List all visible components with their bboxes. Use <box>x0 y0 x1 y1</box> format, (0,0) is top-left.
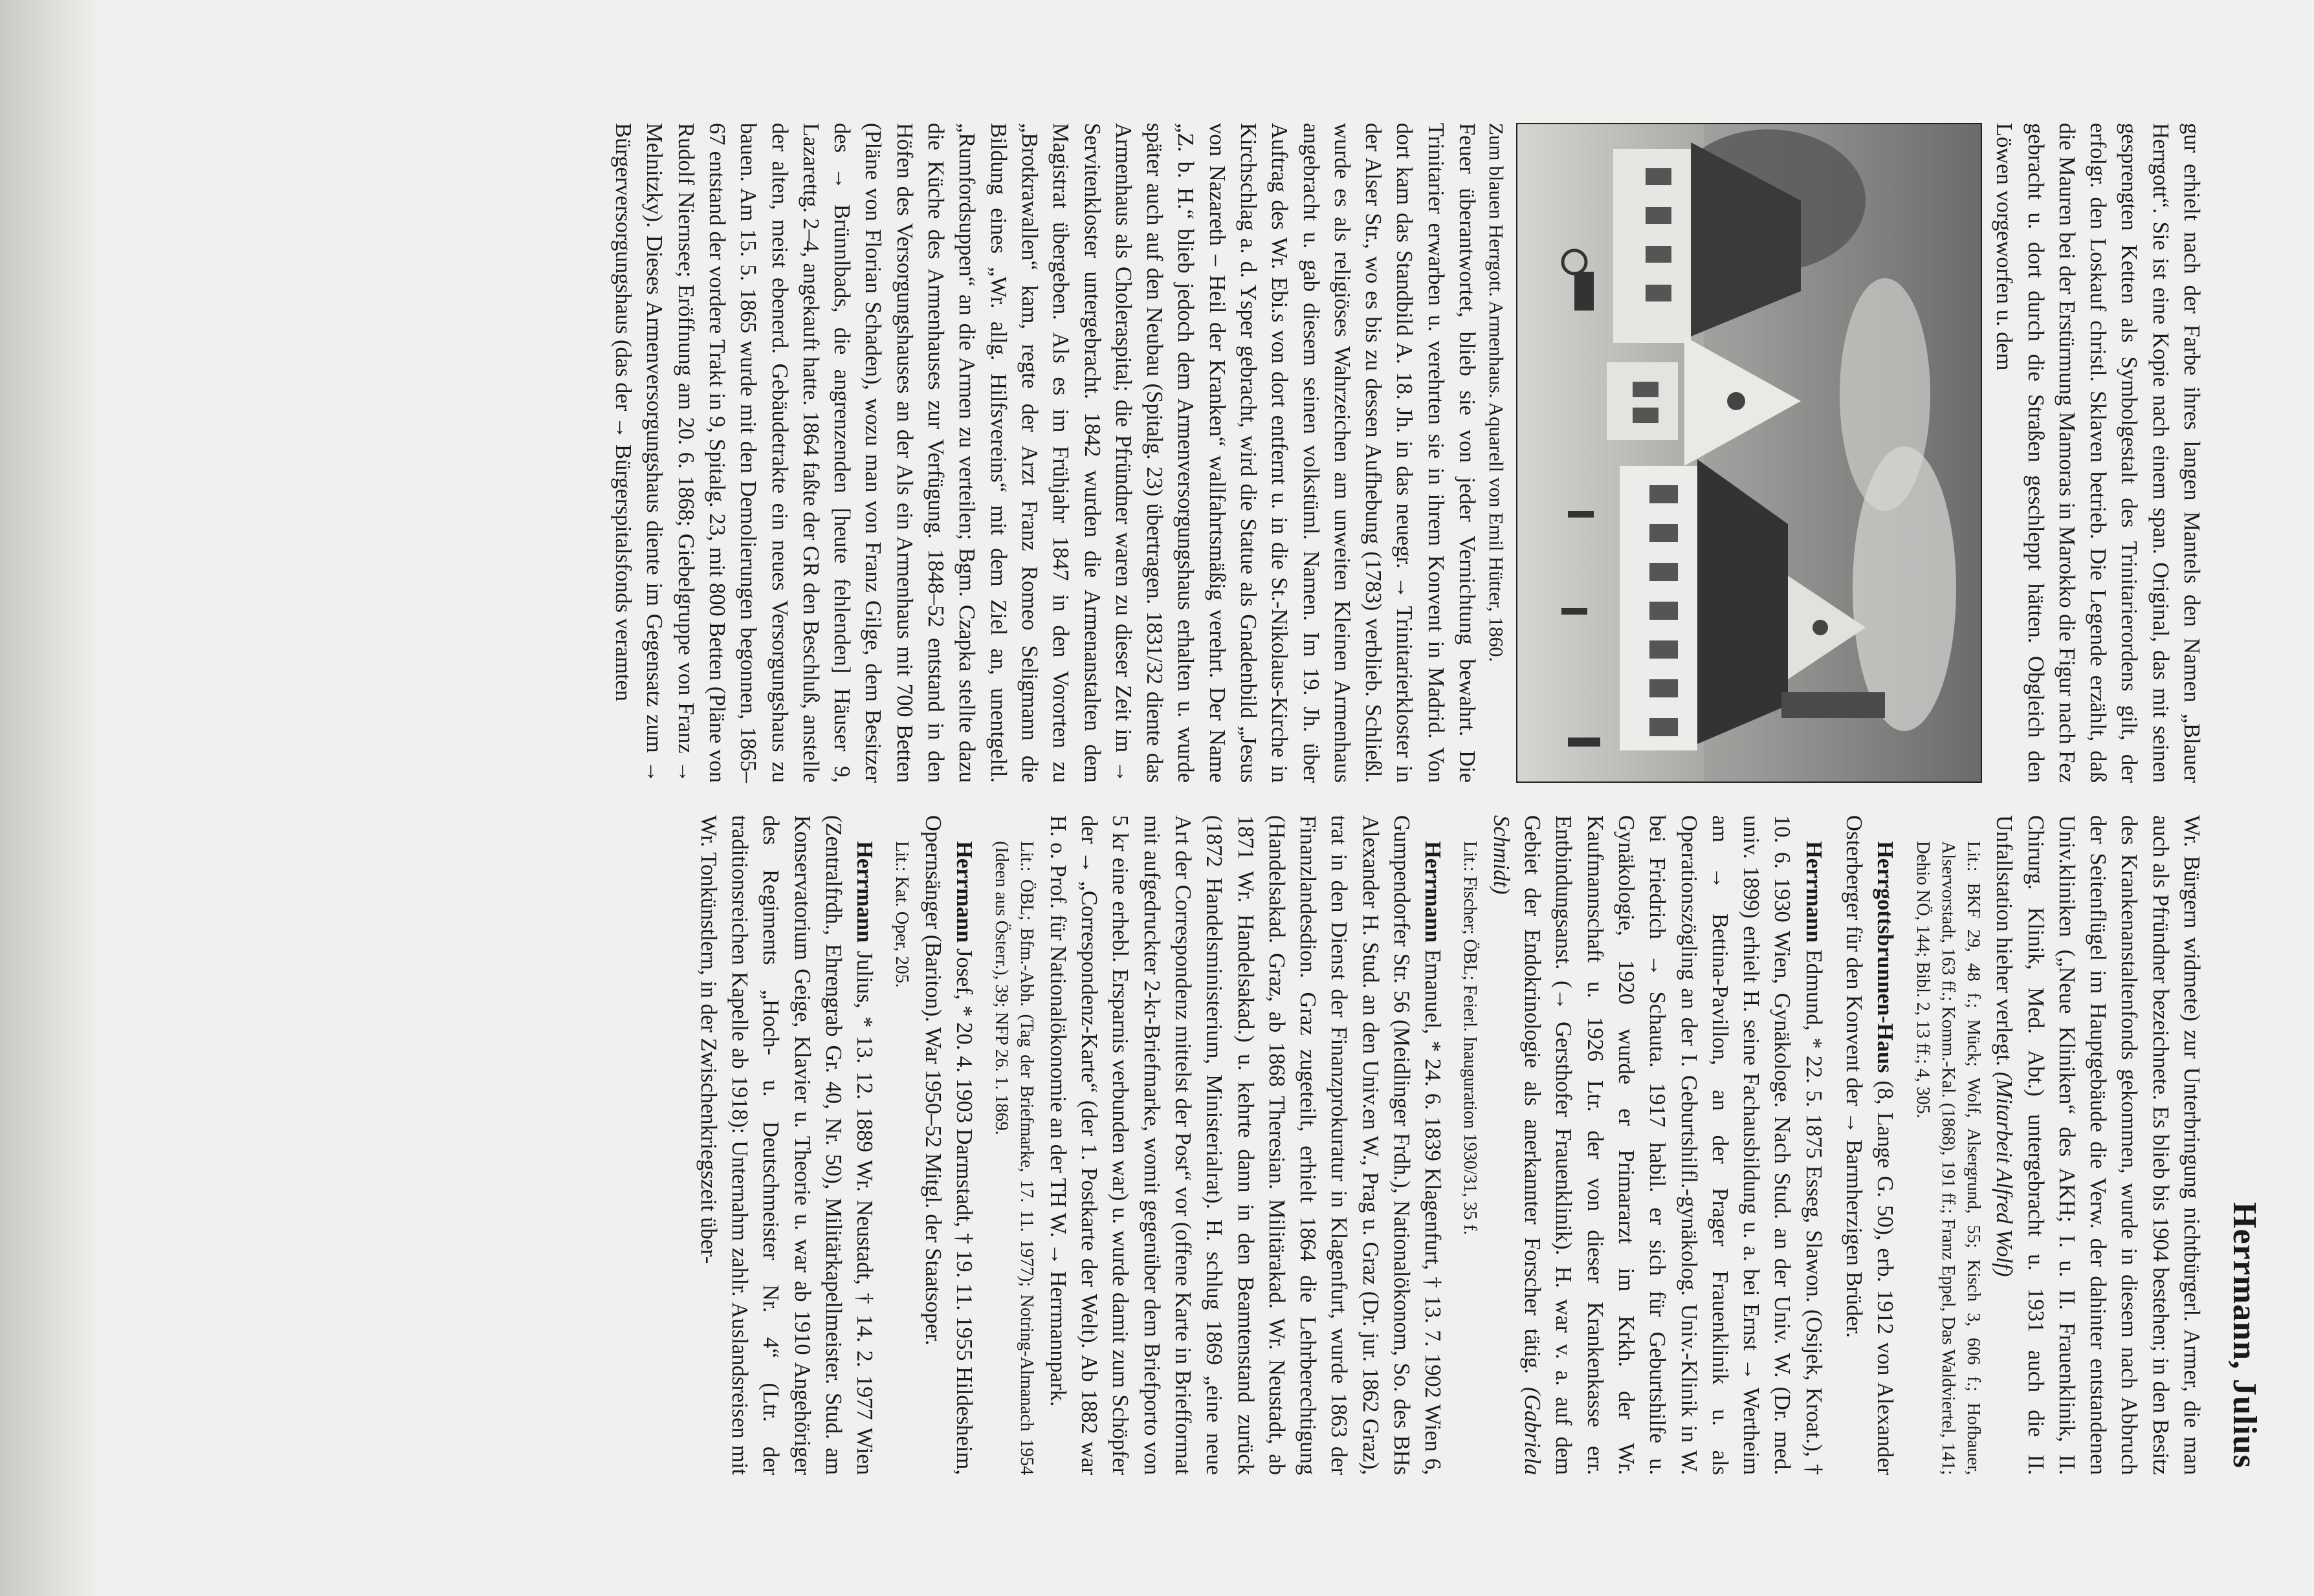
running-head-title: Herrmann, Julius <box>2226 1202 2263 1469</box>
paragraph: gur erhielt nach der Farbe ihres langen Mantels den Namen „Blauer Herrgott“. Sie ist eine Kopie nach einem span. Original, das mit seinen gesprengten Ketten als Symbolgestalt des Trinitarierordens gilt, der erfolgr. den Loskauf christl. Sklaven betrieb. Die Legende erzählt, daß die Mauren bei der Erstürmung Mamoras in Marokko die Figur nach Fez gebracht u. dort durch die Straßen geschleppt hätten. Obgleich den Löwen vorgeworfen u. dem <box>1992 123 2204 783</box>
entry-text: Julius, * 13. 12. 1889 Wr. Neustadt, † 14. 2. 1977 Wien (Zentralfrdh., Ehrengrab Gr. 40, Nr. 50), Militärkapellmeister. Stud. am Konservatorium Geige, Klavier u. Theorie u. war ab 1910 Angehöriger des Regiments „Hoch- u. Deutschmeister Nr. 4“ (Ltr. der traditionsreichen Kapelle ab 1918): Unternahm zahlr. Auslandsreisen mit Wr. Tonkünstlern, in der Zwischenkriegszeit über- <box>696 815 877 1475</box>
running-head <box>2218 123 2264 1469</box>
right-column <box>693 815 2207 1475</box>
armenhaus-illustration <box>1516 123 1982 783</box>
entry-herrmann-josef <box>917 815 980 1475</box>
paragraph-text: Wr. Bürgern widmete) zur Unterbringung nichtbürgerl. Armer, die man auch als Pfründner bezeichnete. Es blieb bis 1904 bestehen; in den Besitz des Krankenanstaltenfonds gekommen, wurde in diesem nach Abbruch der Seitenflügel im Hauptgebäude die Verw. der dahinter entstandenen Univ.kliniken („Neue Kliniken“ des AKH; I. u. II. Frauenklinik, II. Chirurg. Klinik, Med. Abt.) untergebracht u. 1931 auch die II. Unfallstation hieher verlegt. <box>1992 815 2204 1475</box>
entry-headword: Herrmann <box>1420 841 1446 943</box>
entry-headword: Herrmann <box>952 841 977 943</box>
left-column <box>608 123 2207 783</box>
entry-herrgottsbrunnen-haus <box>1838 815 1901 1475</box>
entry-herrmann-edmund <box>1486 815 1829 1475</box>
entry-text: Edmund, * 22. 5. 1875 Esseg, Slawon. (Osijek, Kroat.), † 10. 6. 1930 Wien, Gynäkologe. Nach Stud. an der Univ. W. (Dr. med. univ. 1899) erhielt H. seine Fachausbildung u. a. bei Ernst → Wertheim am → Bettina-Pavillon, an der Prager Frauenklinik u. als Operationszögling an der I. Geburtshilfl.-gynäkolog. Univ.-Klinik in W. bei Friedrich → Schauta. 1917 habil. er sich für Geburtshilfe u. Gynäkologie, 1920 wurde er Primararzt im Krkh. der Wr. Kaufmannschaft u. 1926 Ltr. der von dieser Krankenkasse err. Entbindungsanst. (→ Gersthofer Frauenklinik). H. war v. a. auf dem Gebiet der Endokrinologie als anerkannter Forscher tätig. <box>1520 815 1826 1475</box>
literature-note: Lit.: ÖBL; Bfm.-Abh. (Tag der Briefmarke, 17. 11. 1977); Notring-Almanach 1954 (Ideen aus Österr.), 39; NFP 26. 1. 1869. <box>991 841 1037 1475</box>
literature-note: Lit.: Kat. Oper, 205. <box>892 841 912 988</box>
page-edge-shadow <box>0 0 101 1596</box>
entry-herrmann-julius <box>693 815 881 1475</box>
author-credit: (Mitarbeit Alfred Wolf) <box>1992 1071 2017 1277</box>
literature-note: Lit.: BKF 29, 48 f.; Mück; Wolf, Alsergrund, 55; Kisch 3, 606 f.; Hofbauer, Alservorstadt, 163 ff.; Komm.-Kal. (1868), 191 ff.; Franz Eppel, Das Waldviertel, 141; Dehio NÖ, 144; Bibl. 2, 13 ff.; 4, 305. <box>1912 841 1983 1475</box>
paragraph <box>1989 815 2207 1475</box>
author-credit: (Gabriela Schmidt) <box>1488 815 1545 1475</box>
entry-text: Emanuel, * 24. 6. 1839 Klagenfurt, † 13. 7. 1902 Wien 6, Gumpendorfer Str. 56 (Meidlinger Frdh.), Nationalökonom, So. des BHs Alexander H. Stud. an den Univ.en W., Prag u. Graz (Dr. jur. 1862 Graz), trat in den Dienst der Finanzprokuratur in Klagenfurt, wurde 1863 der Finanzlandesdion. Graz zugeteilt, erhielt 1864 die Lehrberechtigung (Handelsakad. Graz, ab 1868 Theresian. Militärakad. Wr. Neustadt, ab 1871 Wr. Handelsakad.) u. kehrte dann in den Beamtenstand zurück (1872 Handelsministerium, Ministerialrat). H. schlug 1869 „eine neue Art der Correspondenz mittelst der Post“ vor (offene Karte in Briefformat mit aufgedruckter 2-kr-Briefmarke, womit gegenüber dem Briefporto von 5 kr eine erhebl. Ersparnis verbunden war) u. wurde damit zum Schöpfer der → „Correspondenz-Karte“ (der 1. Postkarte der Welt). Ab 1882 war H. o. Prof. für Nationalökonomie an der TH W. → Herrmannpark. <box>1045 815 1446 1475</box>
entry-text: Josef, * 20. 4. 1903 Darmstadt, † 19. 11. 1955 Hildesheim, Opernsänger (Bariton). War 1950–52 Mitgl. der Staatsoper. <box>920 815 977 1475</box>
figure-caption: Zum blauen Herrgott. Armenhaus. Aquarell von Emil Hütter, 1860. <box>1484 123 1508 662</box>
entry-headword: Herrmann <box>1801 841 1826 943</box>
literature-note: Lit.: Fischer; ÖBL; Feierl. Inauguration 1930/31, 35 f. <box>1460 841 1481 1235</box>
entry-headword: Herrgottsbrunnen-Haus <box>1873 841 1898 1073</box>
paragraph: Feuer überantwortet, blieb sie von jeder Vernichtung bewahrt. Die Trinitarier erwarben u. verehrten sie in ihrem Konvent in Madrid. Von dort kam das Standbild A. 18. Jh. in das neuegr. → Trinitarierkloster in der Alser Str., wo es bis zu dessen Aufhebung (1783) verblieb. Schließl. wurde es als religiöses Wahrzeichen am unweiten Kleinen Armenhaus angebracht u. gab diesem seinen volkstüml. Namen. Im 19. Jh. über Auftrag des Wr. Ebi.s von dort entfernt u. in die St.-Nikolaus-Kirche in Kirchschlag a. d. Ysper gebracht, wird die Statue als Gnadenbild „Jesus von Nazareth – Heil der Kranken“ wallfahrtsmäßig verehrt. Der Name „Z. b. H.“ blieb jedoch dem Armenversorgungshaus erhalten u. wurde später auch auf den Neubau (Spitalg. 23) übertragen. 1831/32 diente das Armenhaus als Choleraspital; die Pfründner waren zu dieser Zeit im → Servitenkloster untergebracht. 1842 wurden die Armenanstalten dem Magistrat übergeben. Als es im Frühjahr 1847 in den Vororten zu „Brotkrawallen“ kam, regte der Arzt Franz Romeo Seligmann die Bildung eines „Wr. allg. Hilfsvereins“ mit dem Ziel an, unentgeltl. „Rumfordsuppen“ an die Armen zu verteilen; Bgm. Czapka stellte dazu die Küche des Armenhauses zur Verfügung. 1848–52 entstand in den Höfen des Versorgungshauses an der Als ein Armenhaus mit 700 Betten (Pläne von Florian Schaden), wozu man von Franz Gilge, dem Besitzer des → Brünnlbads, die angrenzenden [heute fehlenden] Häuser 9, Lazarettg. 2–4, angekauft hatte. 1864 faßte der GR den Beschluß, anstelle der alten, meist ebenerd. Gebäudetrakte ein neues Versorgungshaus zu bauen. Am 15. 5. 1865 wurde mit den Demolierungen begonnen, 1865–67 entstand der vordere Trakt in 9, Spitalg. 23, mit 800 Betten (Pläne von Rudolf Niernsee; Eröffnung am 20. 6. 1868; Giebelgruppe von Franz → Melnitzky). Dieses Armenversorgungshaus diente im Gegensatz zum → Bürgerversorgungshaus (das der → Bürgerspitalsfonds veramten <box>611 123 1480 783</box>
watercolor-image <box>1516 123 1982 783</box>
entry-headword: Herrmann <box>852 841 877 943</box>
entry-text: (8, Lange G. 50), erb. 1912 von Alexander Osterberger für den Konvent der → Barmherzigen Brüder. <box>1842 815 1898 1475</box>
entry-herrmann-emanuel <box>1042 815 1448 1475</box>
